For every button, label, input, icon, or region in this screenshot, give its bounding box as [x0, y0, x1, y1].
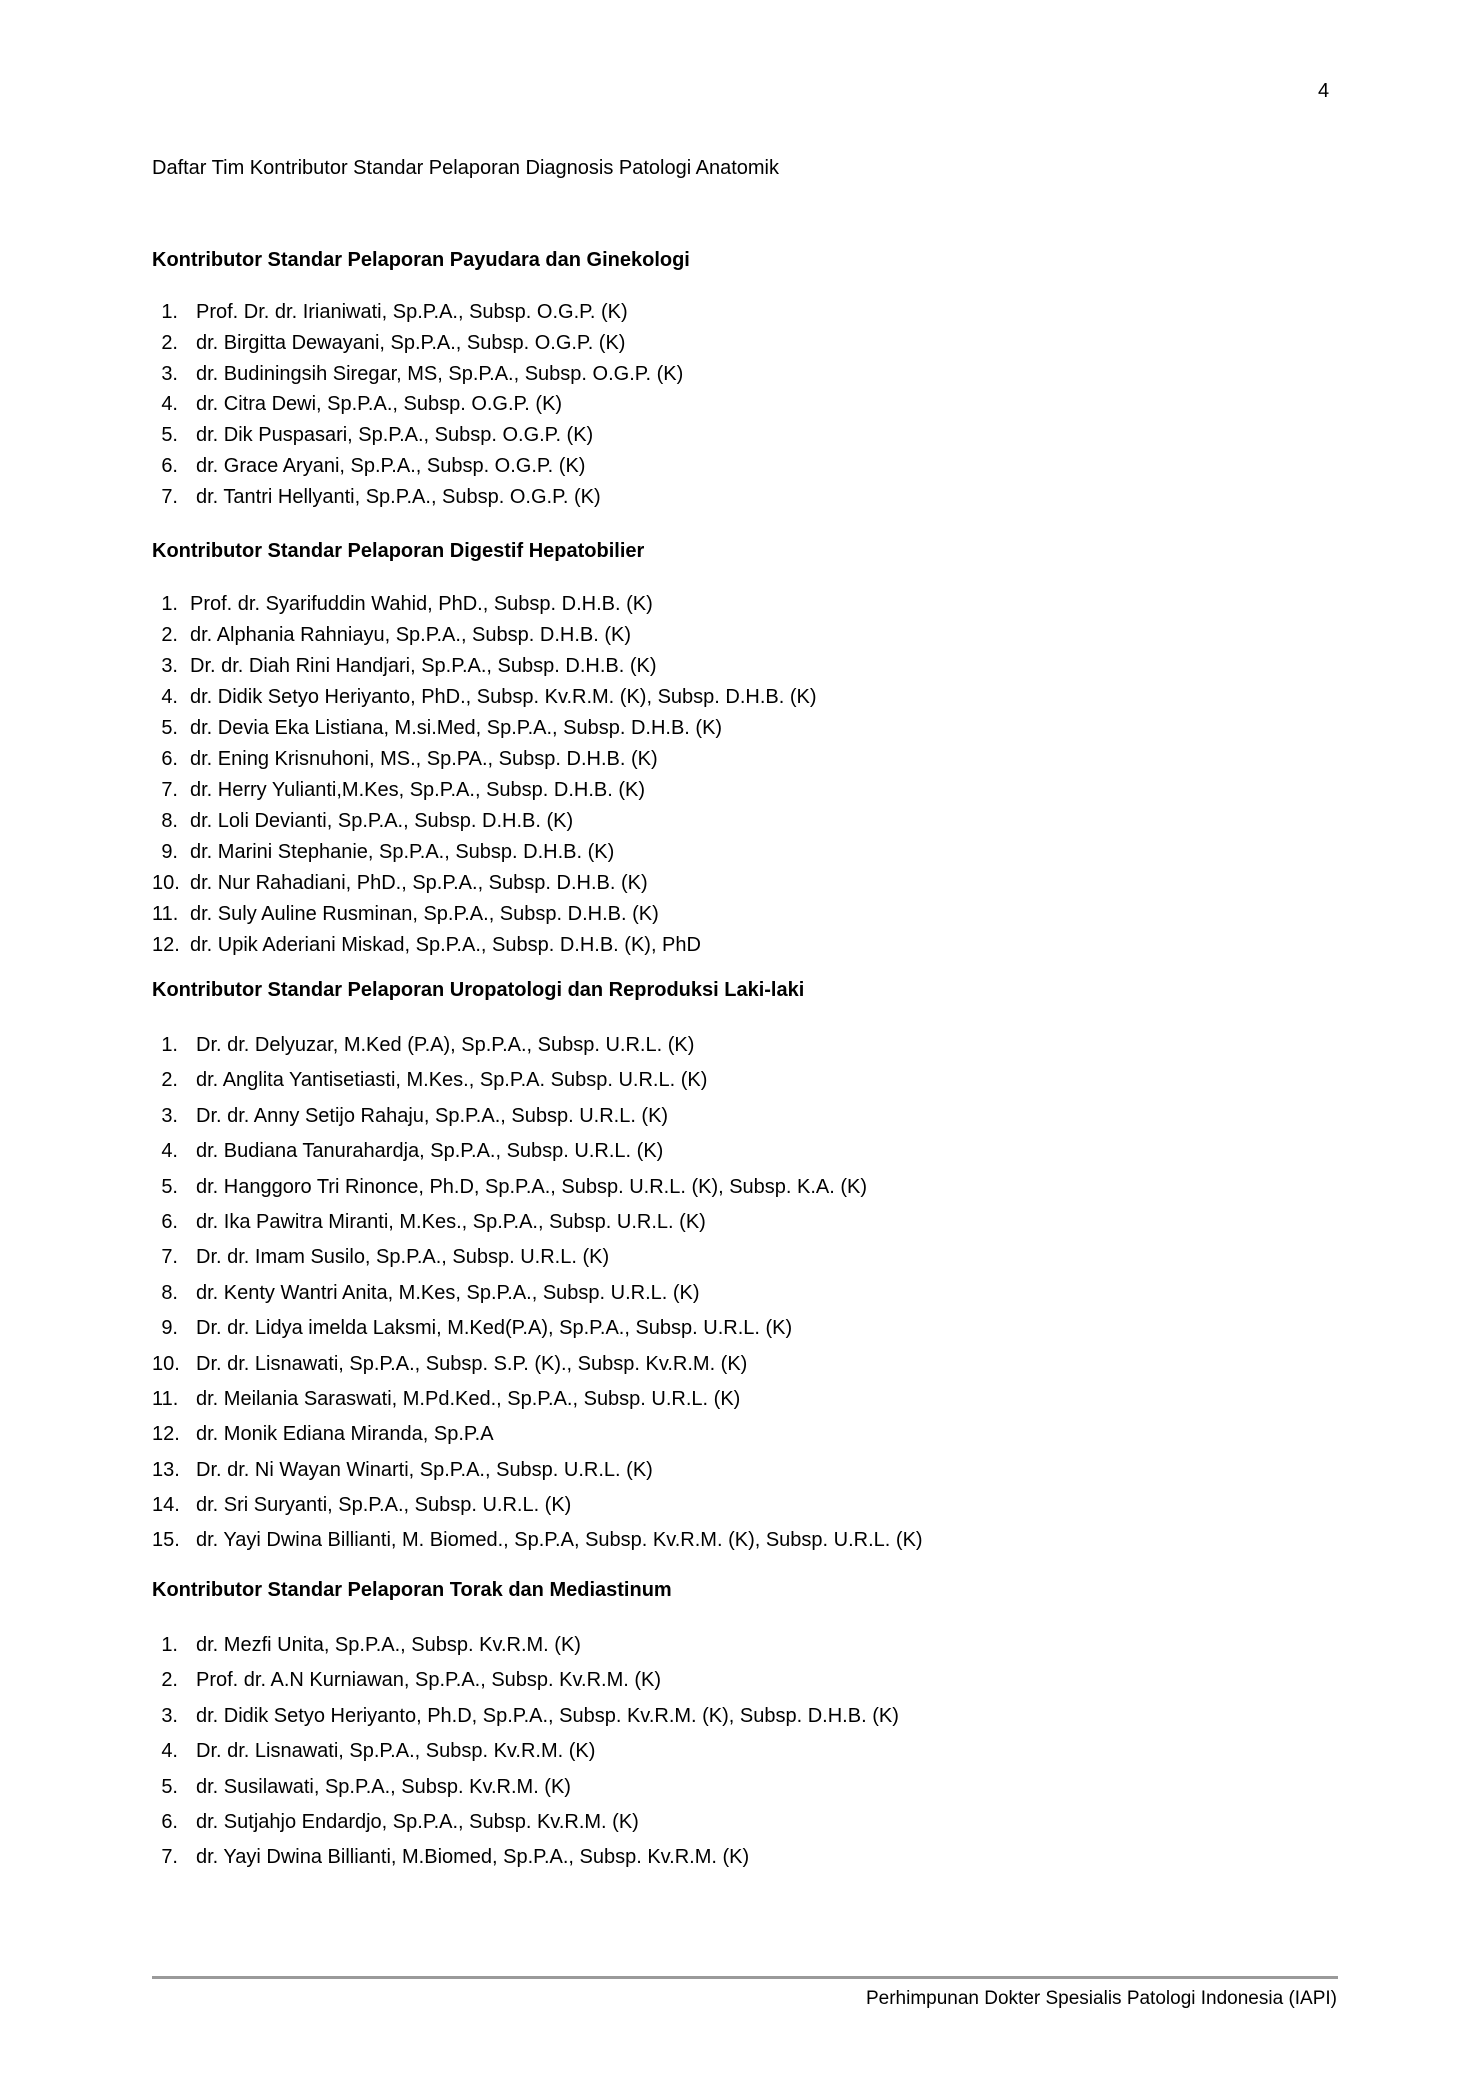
contributor-name: Dr. dr. Lidya imelda Laksmi, M.Ked(P.A), Sp.P.A., Subsp. U.R.L. (K)	[196, 1317, 793, 1340]
section-heading: Kontributor Standar Pelaporan Digestif Hepatobilier	[152, 540, 645, 562]
item-number: 3.	[161, 655, 178, 677]
contributor-item	[152, 1240, 1352, 1275]
contributor-name: dr. Dik Puspasari, Sp.P.A., Subsp. O.G.P. (K)	[196, 424, 594, 447]
contributor-name: dr. Didik Setyo Heriyanto, PhD., Subsp. Kv.R.M. (K), Subsp. D.H.B. (K)	[190, 686, 817, 708]
contributor-item	[152, 328, 1352, 359]
contributor-name: dr. Tantri Hellyanti, Sp.P.A., Subsp. O.G.P. (K)	[196, 485, 601, 508]
contributor-item	[152, 1453, 1352, 1488]
contributor-item	[152, 806, 1352, 837]
contributor-item	[152, 1523, 1352, 1558]
contributor-name: Dr. dr. Diah Rini Handjari, Sp.P.A., Subsp. D.H.B. (K)	[190, 655, 657, 677]
contributor-item	[152, 1734, 1352, 1769]
item-number: 6.	[161, 454, 178, 477]
section-heading: Kontributor Standar Pelaporan Torak dan Mediastinum	[152, 1579, 672, 1601]
contributor-item	[152, 620, 1352, 651]
contributor-item	[152, 651, 1352, 682]
contributor-item	[152, 1063, 1352, 1098]
contributor-name: dr. Mezfi Unita, Sp.P.A., Subsp. Kv.R.M. (K)	[196, 1634, 581, 1656]
contributor-item	[152, 359, 1352, 390]
item-number: 13.	[152, 1458, 180, 1481]
contributor-item	[152, 420, 1352, 451]
contributor-item	[152, 713, 1352, 744]
contributor-name: dr. Susilawati, Sp.P.A., Subsp. Kv.R.M. (K)	[196, 1775, 571, 1798]
item-number: 2.	[161, 1669, 178, 1692]
item-number: 5.	[161, 1175, 178, 1198]
contributor-name: Prof. Dr. dr. Irianiwati, Sp.P.A., Subsp. O.G.P. (K)	[196, 301, 628, 323]
item-number: 9.	[161, 841, 178, 863]
item-number: 7.	[161, 1846, 178, 1869]
item-number: 3.	[161, 1704, 178, 1727]
contributor-item	[152, 682, 1352, 713]
contributor-item	[152, 930, 1352, 961]
contributor-name: dr. Suly Auline Rusminan, Sp.P.A., Subsp. D.H.B. (K)	[190, 903, 659, 925]
contributor-item	[152, 1488, 1352, 1523]
section-payudara-ginekologi	[152, 246, 1352, 513]
section-heading: Kontributor Standar Pelaporan Payudara dan Ginekologi	[152, 249, 690, 271]
item-number: 12.	[152, 934, 180, 956]
contributor-item	[152, 1205, 1352, 1240]
item-number: 2.	[161, 624, 178, 646]
contributor-name: Dr. dr. Delyuzar, M.Ked (P.A), Sp.P.A., Subsp. U.R.L. (K)	[196, 1034, 695, 1056]
contributor-item	[152, 1276, 1352, 1311]
contributor-list	[152, 1028, 1352, 1559]
contributor-name: dr. Anglita Yantisetiasti, M.Kes., Sp.P.A. Subsp. U.R.L. (K)	[196, 1069, 708, 1092]
contributor-item	[152, 1382, 1352, 1417]
contributor-list	[152, 297, 1352, 513]
contributor-name: dr. Marini Stephanie, Sp.P.A., Subsp. D.H.B. (K)	[190, 841, 615, 863]
contributor-item	[152, 451, 1352, 482]
contributor-list	[152, 1628, 1352, 1876]
item-number: 6.	[161, 1210, 178, 1233]
contributor-list	[152, 589, 1352, 961]
contributor-item	[152, 899, 1352, 930]
contributor-item	[152, 1663, 1352, 1698]
contributor-name: Dr. dr. Lisnawati, Sp.P.A., Subsp. Kv.R.M. (K)	[196, 1740, 596, 1763]
contributor-name: dr. Citra Dewi, Sp.P.A., Subsp. O.G.P. (K)	[196, 393, 563, 416]
contributor-item	[152, 1311, 1352, 1346]
contributor-item	[152, 1417, 1352, 1452]
item-number: 8.	[161, 1281, 178, 1304]
item-number: 4.	[161, 686, 178, 708]
item-number: 10.	[152, 1352, 180, 1375]
contributor-item	[152, 389, 1352, 420]
contributor-item	[152, 1347, 1352, 1382]
contributor-name: dr. Budiana Tanurahardja, Sp.P.A., Subsp. U.R.L. (K)	[196, 1140, 664, 1163]
contributor-item	[152, 775, 1352, 806]
contributor-item	[152, 1099, 1352, 1134]
item-number: 2.	[161, 1069, 178, 1092]
contributor-name: dr. Yayi Dwina Billianti, M. Biomed., Sp.P.A, Subsp. Kv.R.M. (K), Subsp. U.R.L. (K)	[196, 1529, 923, 1552]
item-number: 2.	[161, 331, 178, 354]
item-number: 7.	[161, 779, 178, 801]
contributor-name: dr. Didik Setyo Heriyanto, Ph.D, Sp.P.A., Subsp. Kv.R.M. (K), Subsp. D.H.B. (K)	[196, 1704, 899, 1727]
contributor-name: dr. Ening Krisnuhoni, MS., Sp.PA., Subsp. D.H.B. (K)	[190, 748, 658, 770]
contributor-item	[152, 868, 1352, 899]
contributor-item	[152, 1028, 1352, 1063]
contributor-name: dr. Herry Yulianti,M.Kes, Sp.P.A., Subsp. D.H.B. (K)	[190, 779, 645, 801]
section-heading: Kontributor Standar Pelaporan Uropatologi dan Reproduksi Laki-laki	[152, 979, 805, 1001]
item-number: 1.	[161, 1634, 178, 1656]
footer-divider	[152, 1976, 1338, 1979]
contributor-name: Dr. dr. Lisnawati, Sp.P.A., Subsp. S.P. (K)., Subsp. Kv.R.M. (K)	[196, 1352, 748, 1375]
item-number: 3.	[161, 362, 178, 385]
contributor-item	[152, 589, 1352, 620]
contributor-name: dr. Hanggoro Tri Rinonce, Ph.D, Sp.P.A., Subsp. U.R.L. (K), Subsp. K.A. (K)	[196, 1175, 868, 1198]
contributor-name: Prof. dr. Syarifuddin Wahid, PhD., Subsp. D.H.B. (K)	[190, 593, 653, 615]
document-title: Daftar Tim Kontributor Standar Pelaporan Diagnosis Patologi Anatomik	[152, 157, 780, 179]
item-number: 15.	[152, 1529, 180, 1552]
contributor-item	[152, 1840, 1352, 1875]
item-number: 5.	[161, 1775, 178, 1798]
contributor-item	[152, 1770, 1352, 1805]
item-number: 6.	[161, 748, 178, 770]
section-torak-mediastinum	[152, 1576, 1352, 1876]
contributor-item	[152, 1805, 1352, 1840]
contributor-name: dr. Meilania Saraswati, M.Pd.Ked., Sp.P.A., Subsp. U.R.L. (K)	[196, 1387, 741, 1410]
item-number: 5.	[161, 717, 178, 739]
contributor-item	[152, 1628, 1352, 1663]
contributor-item	[152, 482, 1352, 513]
contributor-name: dr. Birgitta Dewayani, Sp.P.A., Subsp. O.G.P. (K)	[196, 331, 626, 354]
page-number: 4	[1318, 80, 1330, 102]
item-number: 7.	[161, 1246, 178, 1269]
contributor-name: dr. Budiningsih Siregar, MS, Sp.P.A., Subsp. O.G.P. (K)	[196, 362, 684, 385]
footer-organization: Perhimpunan Dokter Spesialis Patologi Indonesia (IAPI)	[865, 1988, 1337, 2009]
contributor-name: Prof. dr. A.N Kurniawan, Sp.P.A., Subsp. Kv.R.M. (K)	[196, 1669, 662, 1692]
item-number: 4.	[161, 393, 178, 416]
contributor-name: dr. Grace Aryani, Sp.P.A., Subsp. O.G.P. (K)	[196, 454, 586, 477]
contributor-item	[152, 744, 1352, 775]
contributor-item	[152, 1170, 1352, 1205]
item-number: 5.	[161, 424, 178, 447]
contributor-name: dr. Sri Suryanti, Sp.P.A., Subsp. U.R.L. (K)	[196, 1494, 572, 1517]
item-number: 3.	[161, 1104, 178, 1127]
contributor-name: dr. Sutjahjo Endardjo, Sp.P.A., Subsp. Kv.R.M. (K)	[196, 1810, 639, 1833]
contributor-name: dr. Ika Pawitra Miranti, M.Kes., Sp.P.A., Subsp. U.R.L. (K)	[196, 1210, 706, 1233]
item-number: 1.	[161, 1034, 178, 1056]
contributor-name: Dr. dr. Anny Setijo Rahaju, Sp.P.A., Subsp. U.R.L. (K)	[196, 1104, 669, 1127]
contributor-name: dr. Monik Ediana Miranda, Sp.P.A	[196, 1423, 494, 1446]
contributor-name: dr. Kenty Wantri Anita, M.Kes, Sp.P.A., Subsp. U.R.L. (K)	[196, 1281, 700, 1304]
item-number: 4.	[161, 1740, 178, 1763]
contributor-name: dr. Upik Aderiani Miskad, Sp.P.A., Subsp. D.H.B. (K), PhD	[190, 934, 701, 956]
item-number: 8.	[161, 810, 178, 832]
section-uropatologi-reproduksi	[152, 976, 1352, 1559]
contributor-name: Dr. dr. Ni Wayan Winarti, Sp.P.A., Subsp. U.R.L. (K)	[196, 1458, 653, 1481]
contributor-item	[152, 297, 1352, 328]
item-number: 1.	[161, 301, 178, 323]
contributor-name: dr. Alphania Rahniayu, Sp.P.A., Subsp. D.H.B. (K)	[190, 624, 631, 646]
contributor-item	[152, 837, 1352, 868]
contributor-item	[152, 1699, 1352, 1734]
item-number: 1.	[161, 593, 178, 615]
item-number: 11.	[152, 903, 179, 925]
contributor-name: Dr. dr. Imam Susilo, Sp.P.A., Subsp. U.R.L. (K)	[196, 1246, 610, 1269]
section-digestif-hepatobilier	[152, 537, 1352, 961]
item-number: 4.	[161, 1140, 178, 1163]
contributor-name: dr. Loli Devianti, Sp.P.A., Subsp. D.H.B. (K)	[190, 810, 574, 832]
item-number: 9.	[161, 1317, 178, 1340]
contributor-name: dr. Nur Rahadiani, PhD., Sp.P.A., Subsp. D.H.B. (K)	[190, 872, 648, 894]
item-number: 10.	[152, 872, 180, 894]
contributor-name: dr. Yayi Dwina Billianti, M.Biomed, Sp.P.A., Subsp. Kv.R.M. (K)	[196, 1846, 750, 1869]
item-number: 7.	[161, 485, 178, 508]
contributor-name: dr. Devia Eka Listiana, M.si.Med, Sp.P.A., Subsp. D.H.B. (K)	[190, 717, 723, 739]
item-number: 6.	[161, 1810, 178, 1833]
item-number: 11.	[152, 1387, 179, 1410]
item-number: 14.	[152, 1494, 180, 1517]
item-number: 12.	[152, 1423, 180, 1446]
contributor-item	[152, 1134, 1352, 1169]
